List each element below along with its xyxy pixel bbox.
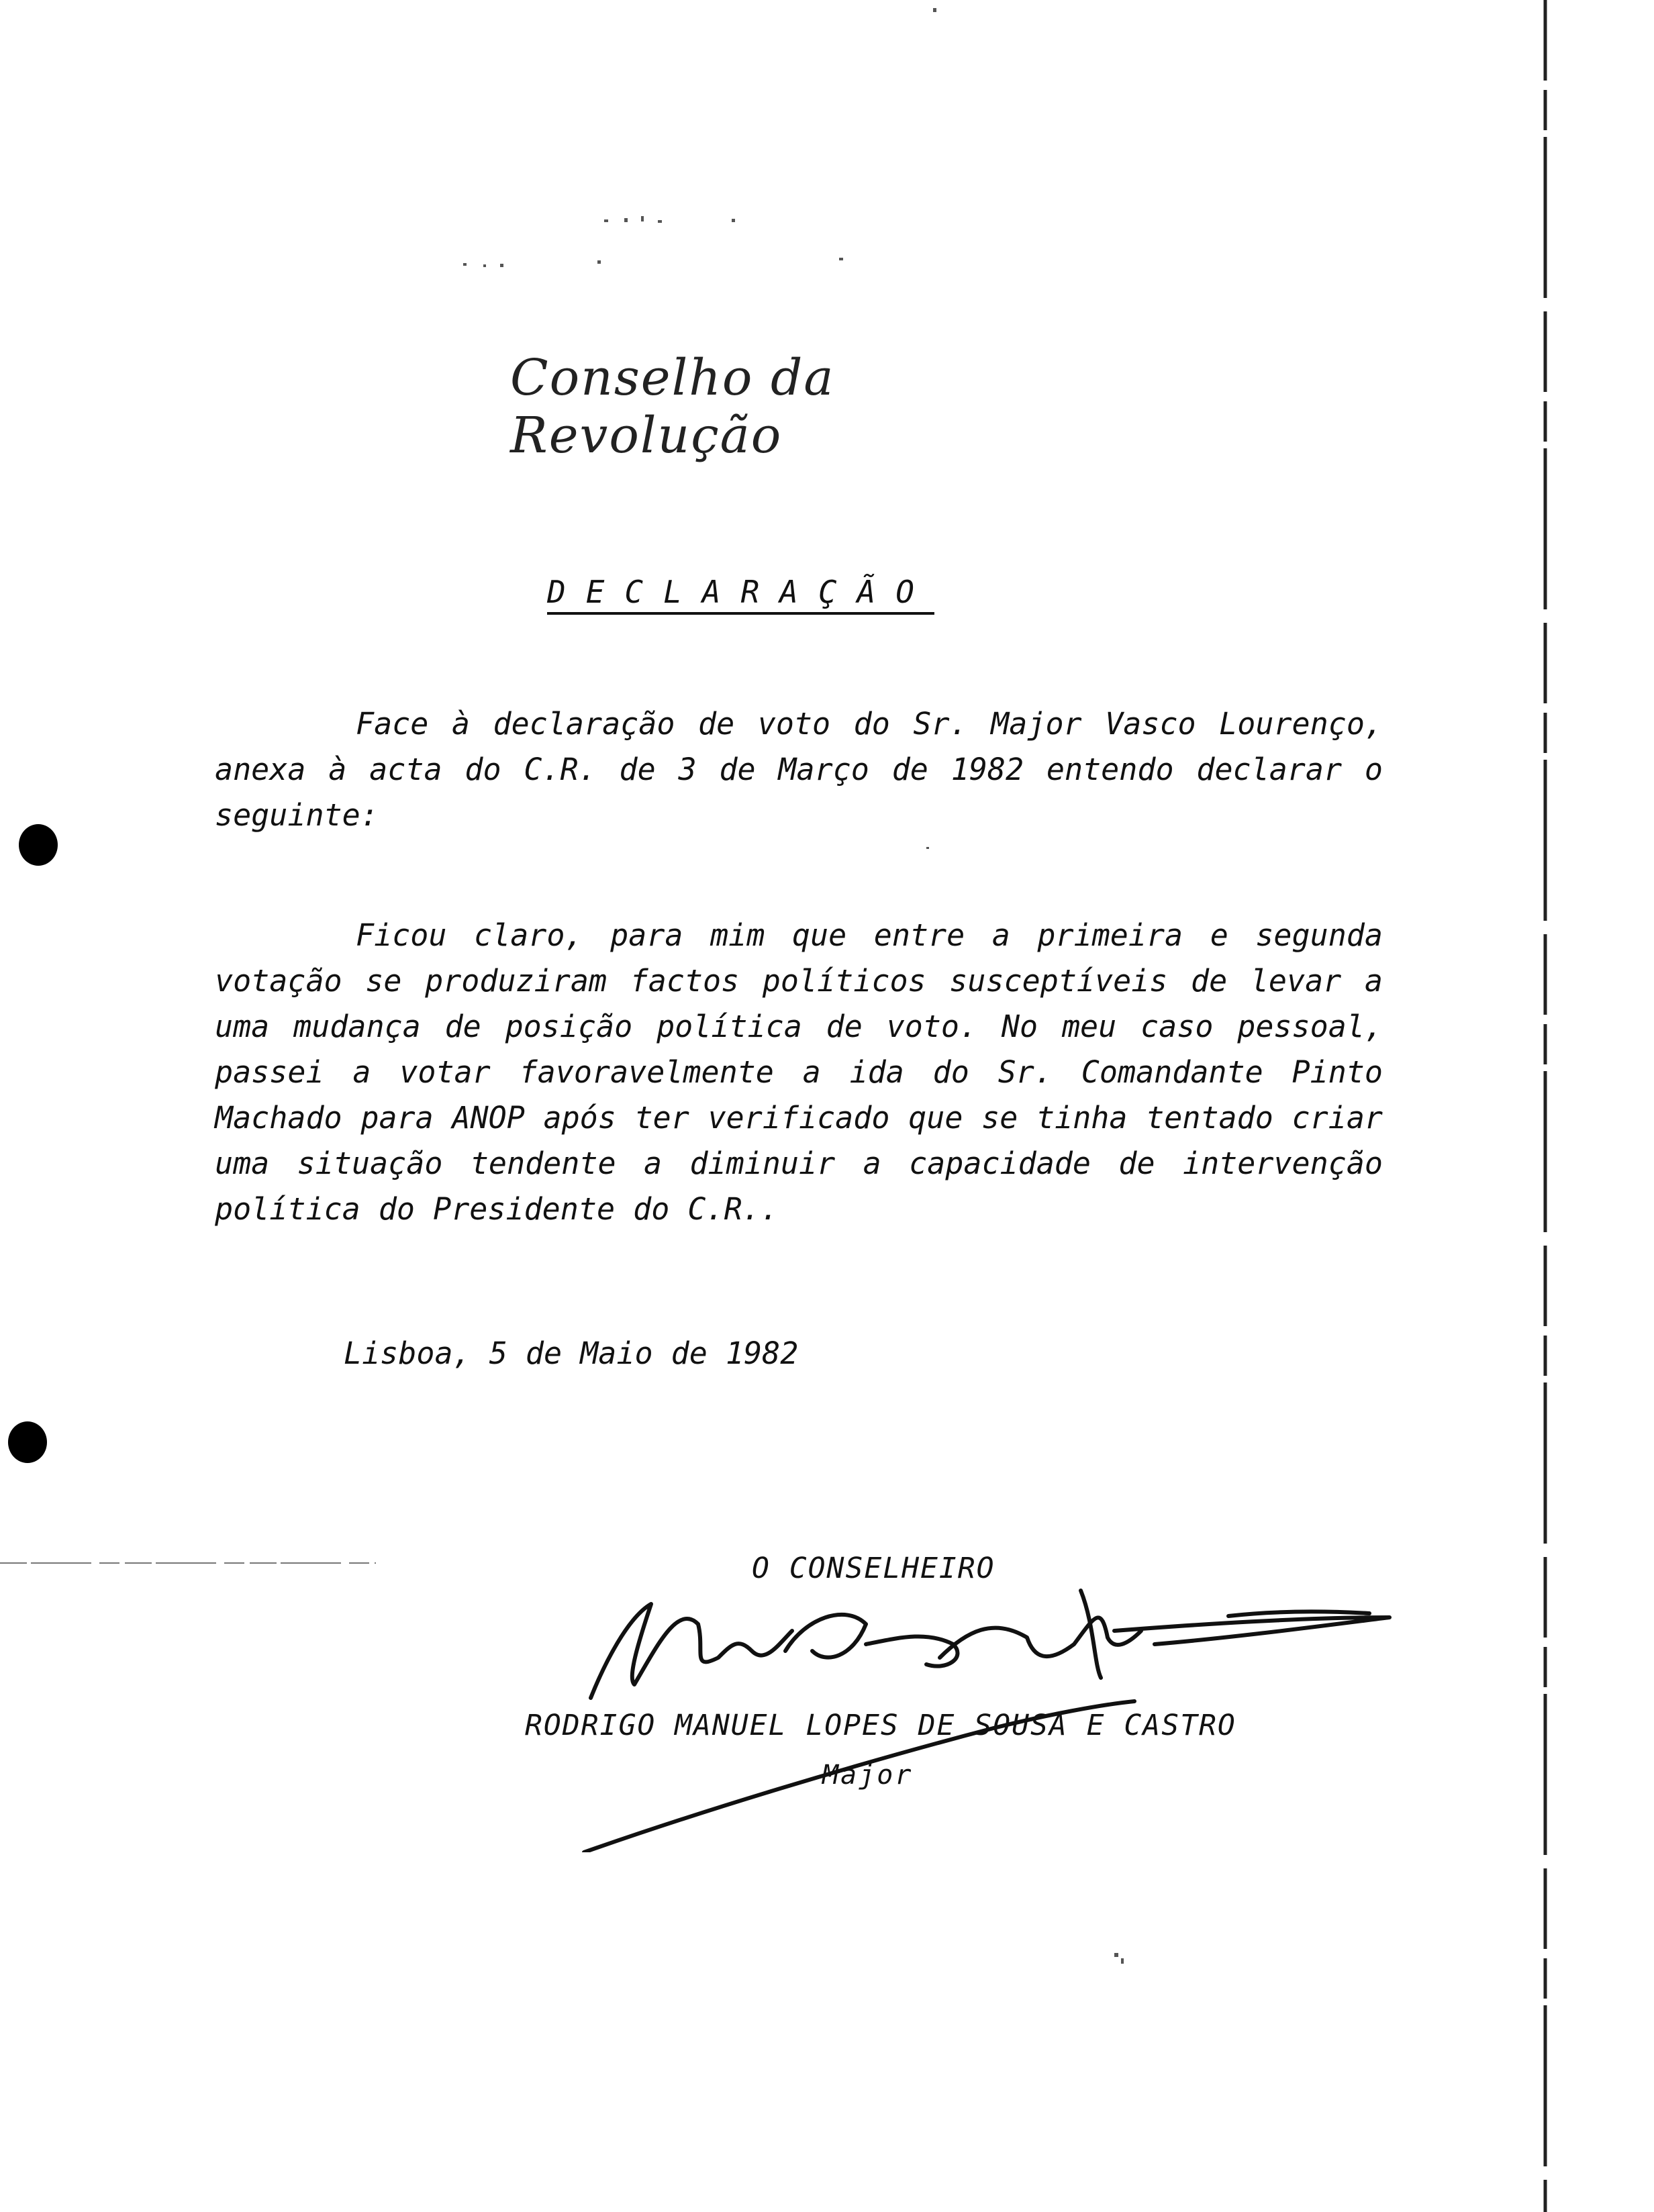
document-title: DECLARAÇÃO — [547, 574, 934, 610]
right-scan-edge — [1541, 0, 1549, 2212]
paragraph-2-text: Ficou claro, para mim que entre a primeira e segunda votação se produziram factos políticos susceptíveis de levar a uma mudança de posição política de voto. No meu caso pessoal, passei a votar favoravelmente a ida do Sr. Comandante Pinto Machado para ANOP após ter verificado que se tinha tentado criar uma situação tendente a diminuir a capacidade de intervenção política do Presidente do C.R.. — [215, 917, 1383, 1227]
signatory-role: O CONSELHEIRO — [752, 1552, 995, 1585]
signatory-rank: Major — [822, 1760, 914, 1791]
handwritten-signature — [564, 1564, 1410, 1852]
paragraph-2 — [215, 913, 1383, 1232]
paragraph-1 — [215, 701, 1383, 838]
punch-hole-lower — [8, 1421, 47, 1463]
punch-hole-upper — [19, 824, 58, 866]
paragraph-1-text: Face à declaração de voto do Sr. Major Vasco Lourenço, anexa à acta do C.R. de 3 de Março de 1982 entendo declarar o seguinte: — [215, 706, 1383, 833]
letterhead: Conselho da Revolução — [510, 349, 835, 464]
left-fold-line — [0, 1561, 376, 1565]
signatory-name: RODRIGO MANUEL LOPES DE SOUSA E CASTRO — [525, 1709, 1236, 1742]
place-and-date: Lisboa, 5 de Maio de 1982 — [344, 1336, 799, 1371]
